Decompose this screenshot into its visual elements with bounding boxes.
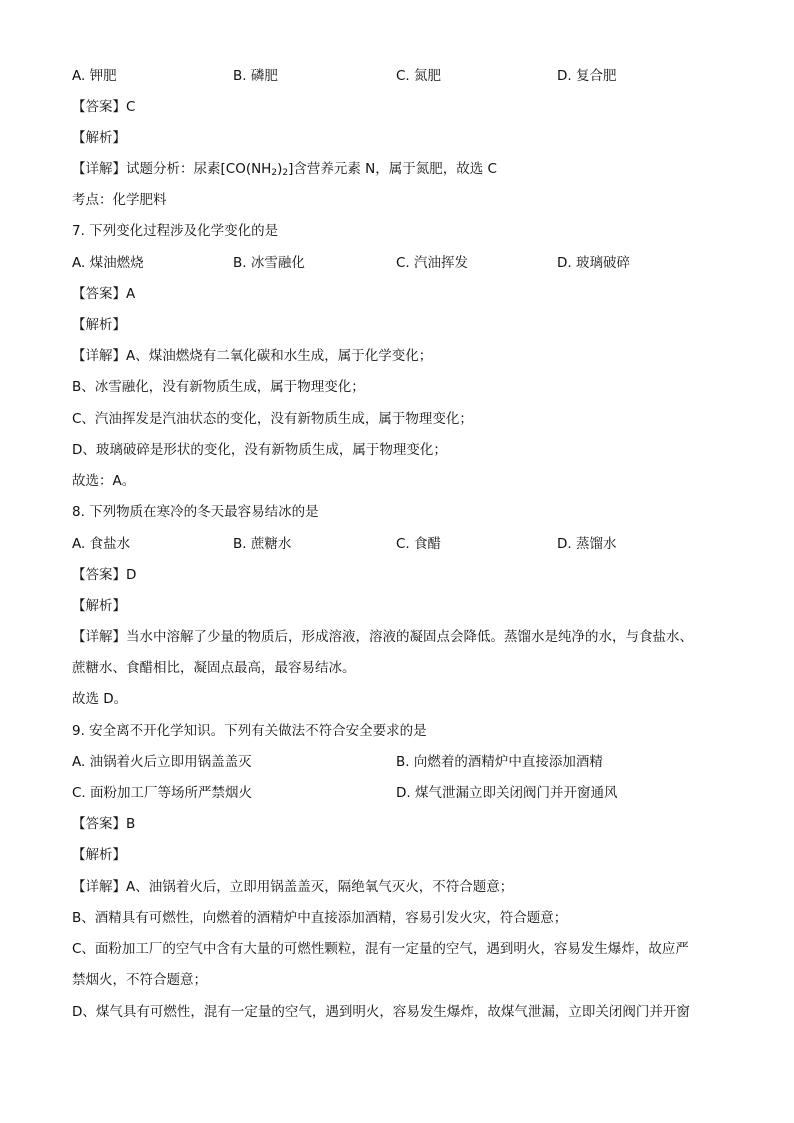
q8-answer: 【答案】D	[72, 567, 137, 583]
q7-option-c: C. 汽油挥发	[396, 255, 469, 271]
q6-detail: 【详解】试题分析：尿素$[CO(NH_2)_2]$含营养元素 N，属于氮肥，故选 C	[72, 161, 497, 178]
q8-option-c: C. 食醋	[396, 536, 442, 552]
q7-analysis-label: 【解析】	[72, 317, 126, 333]
q8-option-a: A. 食盐水	[72, 536, 131, 552]
q6-option-c: C. 氮肥	[396, 68, 442, 84]
q7-answer: 【答案】A	[72, 286, 136, 302]
q8-detail-line: 【详解】当水中溶解了少量的物质后，形成溶液，溶液的凝固点会降低。蒸馏水是纯净的水，与食盐水、	[72, 629, 693, 645]
q9-detail-line: C、面粉加工厂的空气中含有大量的可燃性颗粒，混有一定量的空气，遇到明火，容易发生爆炸，故应严	[72, 941, 689, 957]
q8-option-d: D. 蒸馏水	[557, 536, 617, 552]
q9-detail-line: 禁烟火，不符合题意；	[72, 972, 207, 988]
q9-detail-line: D、煤气具有可燃性，混有一定量的空气，遇到明火，容易发生爆炸，故煤气泄漏，立即关闭阀门并开窗	[72, 1004, 690, 1020]
q7-detail-line: 【详解】A、煤油燃烧有二氧化碳和水生成，属于化学变化；	[72, 348, 433, 364]
q7-option-a: A. 煤油燃烧	[72, 255, 144, 271]
q8-analysis-label: 【解析】	[72, 598, 126, 614]
q8-detail-line: 蔗糖水、食醋相比，凝固点最高，最容易结冰。	[72, 660, 356, 676]
q6-option-a: A. 钾肥	[72, 68, 117, 84]
q7-detail-line: D、玻璃破碎是形状的变化，没有新物质生成，属于物理变化；	[72, 442, 447, 458]
q7-detail-line: B、冰雪融化，没有新物质生成，属于物理变化；	[72, 379, 365, 395]
q7-detail-line: C、汽油挥发是汽油状态的变化，没有新物质生成，属于物理变化；	[72, 411, 473, 427]
q9-question: 9. 安全离不开化学知识。下列有关做法不符合安全要求的是	[72, 723, 427, 739]
q9-option-a: A. 油锅着火后立即用锅盖盖灭	[72, 754, 252, 770]
q9-answer: 【答案】B	[72, 816, 136, 832]
q9-option-d: D. 煤气泄漏立即关闭阀门并开窗通风	[396, 785, 618, 801]
q9-option-c: C. 面粉加工厂等场所严禁烟火	[72, 785, 253, 801]
q9-detail-line: B、酒精具有可燃性，向燃着的酒精炉中直接添加酒精，容易引发火灾，符合题意；	[72, 910, 568, 926]
q7-conclusion: 故选：A。	[72, 473, 136, 489]
q8-option-b: B. 蔗糖水	[233, 536, 292, 552]
q9-detail-line: 【详解】A、油锅着火后，立即用锅盖盖灭，隔绝氧气灭火，不符合题意；	[72, 879, 514, 895]
q6-option-b: B. 磷肥	[233, 68, 278, 84]
q8-conclusion: 故选 D。	[72, 691, 128, 707]
q7-option-b: B. 冰雪融化	[233, 255, 305, 271]
q6-option-d: D. 复合肥	[557, 68, 617, 84]
q8-question: 8. 下列物质在寒冷的冬天最容易结冰的是	[72, 504, 319, 520]
q7-option-d: D. 玻璃破碎	[557, 255, 630, 271]
q6-kaodian: 考点：化学肥料	[72, 192, 167, 208]
q9-option-b: B. 向燃着的酒精炉中直接添加酒精	[396, 754, 603, 770]
q6-answer: 【答案】C	[72, 99, 136, 115]
q7-question: 7. 下列变化过程涉及化学变化的是	[72, 223, 279, 239]
q9-analysis-label: 【解析】	[72, 847, 126, 863]
q6-analysis-label: 【解析】	[72, 130, 126, 146]
